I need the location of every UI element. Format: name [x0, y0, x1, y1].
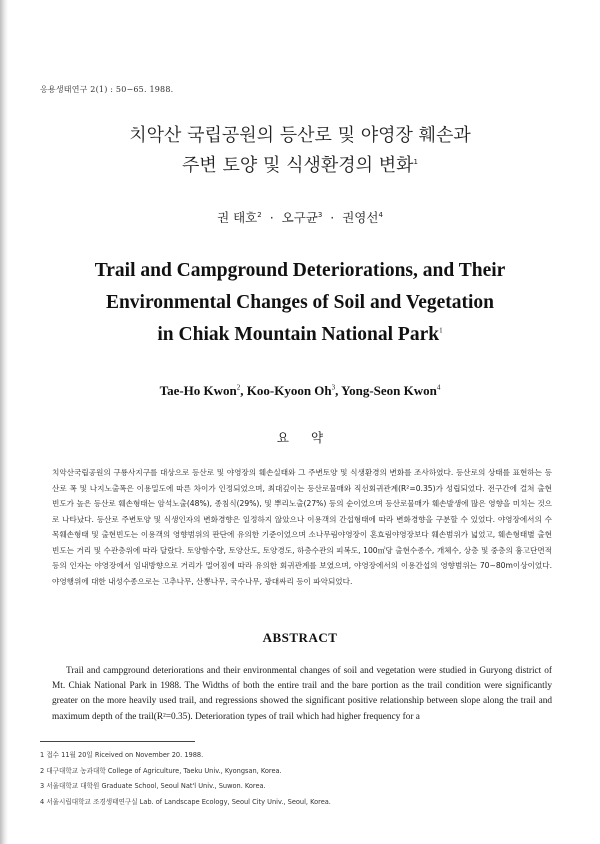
journal-reference: 응용생태연구 2(1) : 50−65. 1988.	[40, 85, 174, 94]
abstract-heading: ABSTRACT	[262, 630, 338, 645]
korean-title-line-2-text: 주변 토양 및 식생환경의 변화	[181, 155, 414, 176]
english-authors: Tae-Ho Kwon$^2$, Koo-Kyoon Oh$^3$, Yong-Seon Kwon$^4$	[159, 383, 441, 398]
footnote-text: 서울대학교 대학원 Graduate School, Seoul Nat'l Univ., Suwon. Korea.	[46, 782, 266, 791]
korean-author-mark: 4	[378, 210, 383, 219]
korean-summary-text: 치악산국립공원의 구룡사지구를 대상으로 등산로 및 야영장의 훼손실태와 그 주변토양 및 식생환경의 변화를 조사하였다. 등산로의 상태를 표현하는 등산로 폭 및 나지노출폭은 이용밀도에 따른 차이가 인정되었으며, 최대깊이는 등산로물매와 직선회귀관계(R²=0.35)가 성립되었다. 전구간에 걸쳐 출현빈도가 높은 등산로 훼손형태는 암석노출(48%), 종침식(29%), 및 뿌리노출(27%) 등의 순이었으며 등산로물매가 훼손발생에 많은 영향을 미치는 것으로 나타났다. 등산로 주변토양 및 식생인자의 변화경향은 일정하지 않았으나 이용객의 간섭형태에 따라 변화경향을 구분할 수 있었다. 야영장에서의 수목훼손형태 및 출현빈도는 이용객의 영향범위의 판단에 유의한 기준이었으며 소나무림야영장이 혼효림야영장보다 훼손범위가 넓었고, 훼손형태별 출현빈도는 거리 및 수관층위에 따라 달랐다. 토양함수량, 토양산도, 토양경도, 하층수관의 피복도, 100㎡당 출현수종수, 개체수, 상층 및 중층의 흉고단면적 등의 인자는 야영장에서 임내방향으로 거리가 멀어짐에 따라 유의한 회귀관계를 보였으며, 야영장에서의 이용간섭의 영향범위는 70∼80m이상이었다. 야영행위에 대한 내성수종으로는 고추나무, 산뽕나무, 국수나무, 광대싸리 등이 파악되었다.	[52, 468, 552, 586]
english-author-mark: 2	[236, 383, 241, 392]
english-author-mark: 4	[436, 383, 441, 392]
footnote-text: 접수 11월 20일 Riceived on November 20. 1988.	[46, 751, 204, 759]
footnote	[40, 779, 560, 795]
footnote-number: 1	[40, 751, 45, 759]
english-author: Yong-Seon Kwon	[341, 383, 437, 398]
author-separator: ·	[269, 210, 274, 225]
footnote-text: 서울시립대학교 조경생태연구실 Lab. of Landscape Ecology, Seoul City Univ., Seoul, Korea.	[46, 797, 331, 806]
korean-author: 권 태호	[217, 210, 258, 225]
english-author-mark: 3	[331, 383, 336, 392]
english-author: Koo-Kyoon Oh	[246, 383, 332, 398]
korean-title-line-1: 치악산 국립공원의 등산로 및 야영장 훼손과	[129, 125, 471, 146]
korean-title-footnote-mark: 1	[413, 158, 418, 166]
english-title-line-3	[0, 324, 600, 346]
english-title-footnote-mark: 1	[439, 326, 443, 335]
footnote	[40, 748, 560, 764]
korean-author-mark: 3	[317, 210, 323, 219]
footnotes	[40, 748, 560, 810]
footnote	[40, 795, 560, 811]
korean-author: 권영선	[342, 210, 379, 225]
footnote-number: 2	[40, 766, 45, 775]
english-title-line-2: Environmental Changes of Soil and Vegetation	[105, 292, 495, 313]
abstract-text: Trail and campground deteriorations and their environmental changes of soil and vegetation were studied in Guryong district of Mt. Chiak National Park in 1988. The Widths of both the entire trail and the bare portion as the trail condition were significantly greater on the more heavily used trail, and regressions showed the significant positive relationship between slope along the trail and maximum depth of the trail(R²=0.35). Deterioration types of trail which had higher frequency for a	[52, 666, 552, 722]
korean-title-line-2	[0, 151, 600, 177]
author-separator: ·	[330, 210, 335, 225]
footnote-number: 4	[40, 797, 45, 806]
english-title-line-1: Trail and Campground Deteriorations, and Their	[94, 260, 506, 281]
korean-author-mark: 2	[257, 210, 262, 219]
english-author: Tae-Ho Kwon	[159, 383, 237, 398]
footnote-divider	[40, 741, 195, 742]
english-title-line-3-text: in Chiak Mountain National Park	[157, 324, 440, 345]
footnote-number: 3	[40, 782, 45, 791]
korean-authors	[0, 208, 600, 226]
footnote-text: 대구대학교 농과대학 College of Agriculture, Taeku Univ., Kyongsan, Korea.	[46, 766, 282, 775]
korean-author: 오구균	[281, 210, 318, 225]
korean-summary-heading: 요약	[276, 430, 346, 445]
footnote	[40, 764, 560, 780]
